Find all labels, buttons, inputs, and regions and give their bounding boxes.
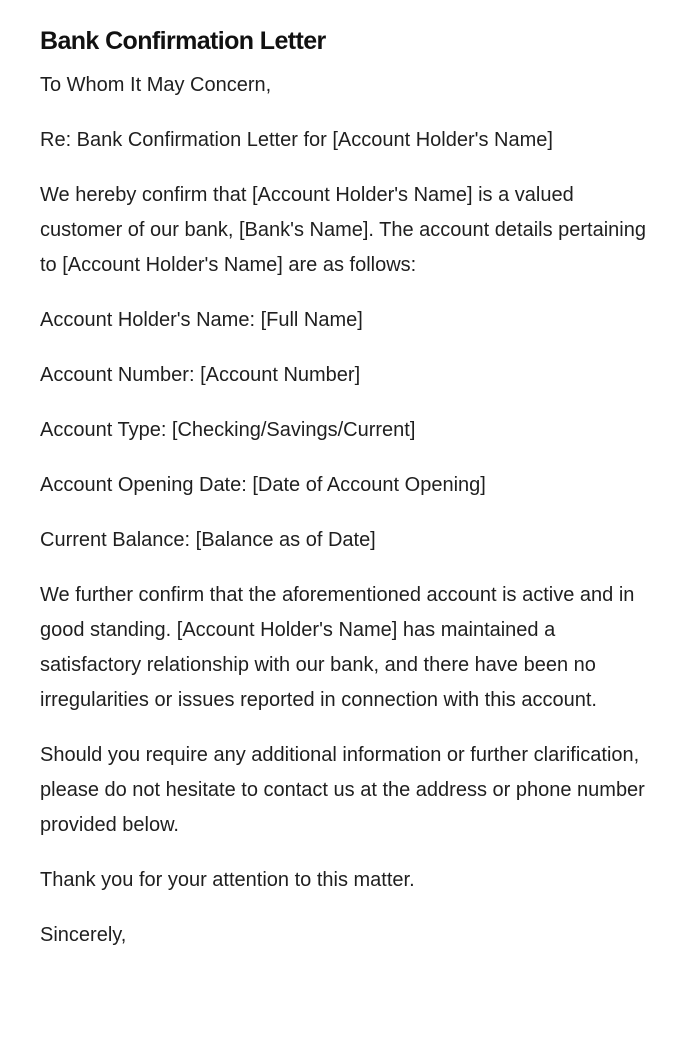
detail-account-number: Account Number: [Account Number]: [40, 364, 361, 386]
subject-line: Re: Bank Confirmation Letter for [Account Holder's Name]: [40, 129, 553, 151]
detail-account-opening-date: Account Opening Date: [Date of Account Opening]: [40, 474, 486, 496]
thanks-line: Thank you for your attention to this matter.: [40, 869, 415, 891]
closing-line: Sincerely,: [40, 924, 127, 946]
salutation: To Whom It May Concern,: [40, 74, 272, 96]
confirmation-paragraph: We further confirm that the aforementioned account is active and in good standing. [Account Holder's Name] has maintained a satisfactory relationship with our bank, and there have been no irregularities or issues reported in connection with this account.: [40, 584, 635, 711]
detail-account-type: Account Type: [Checking/Savings/Current]: [40, 419, 416, 441]
detail-current-balance: Current Balance: [Balance as of Date]: [40, 529, 376, 551]
letter-title: Bank Confirmation Letter: [40, 27, 326, 55]
detail-account-holder-name: Account Holder's Name: [Full Name]: [40, 309, 363, 331]
intro-paragraph: We hereby confirm that [Account Holder's Name] is a valued customer of our bank, [Bank's Name]. The account details pertaining to [Account Holder's Name] are as follows:: [40, 184, 646, 276]
contact-paragraph: Should you require any additional information or further clarification, please do not hesitate to contact us at the address or phone number provided below.: [40, 744, 645, 836]
